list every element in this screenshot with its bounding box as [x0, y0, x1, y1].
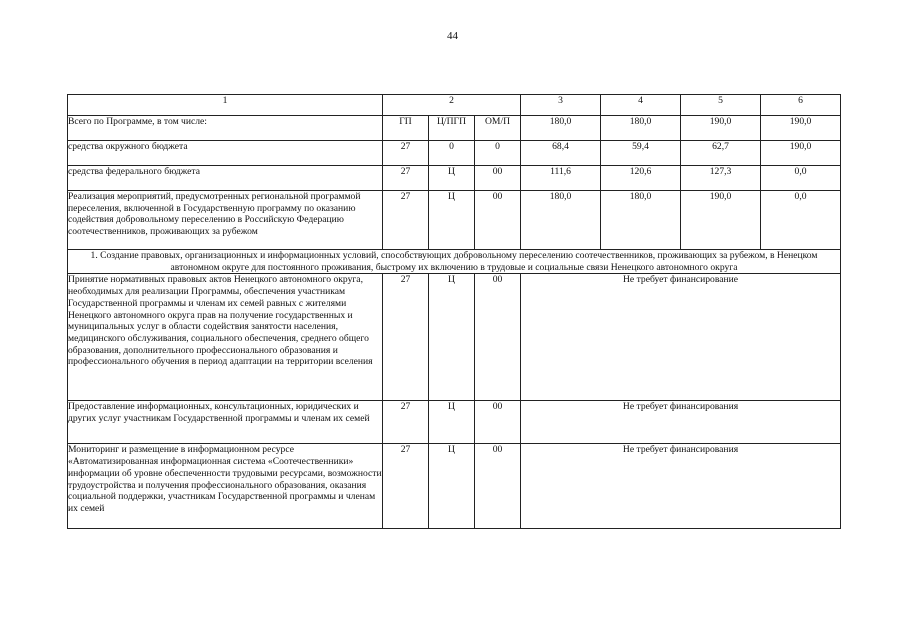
- activity-omp: 00: [475, 401, 521, 444]
- activity-gp: 27: [383, 274, 429, 401]
- activity-funding: Не требует финансирования: [521, 401, 841, 444]
- activity-row: [68, 401, 841, 444]
- row-value-6: 190,0: [761, 116, 841, 141]
- row-value-3: 68,4: [521, 141, 601, 166]
- activity-row: [68, 274, 841, 401]
- row-value-3: 180,0: [521, 116, 601, 141]
- row-omp: 0: [475, 141, 521, 166]
- row-gp: 27: [383, 191, 429, 250]
- section-title: 1. Создание правовых, организационных и информационных условий, способствующих добровольному переселению соотечественников, проживающих за рубежом, в Ненецком автономном округе для постоянного проживания, быстрому их включению в трудовые и социальные связи Ненецкого автономного округа: [68, 250, 841, 274]
- row-value-4: 59,4: [601, 141, 681, 166]
- activity-cgp: Ц: [429, 274, 475, 401]
- program-table: [67, 94, 841, 529]
- row-omp: ОМ/П: [475, 116, 521, 141]
- row-cgp: Ц/ПГП: [429, 116, 475, 141]
- row-name: средства окружного бюджета: [68, 141, 383, 166]
- activity-gp: 27: [383, 444, 429, 529]
- row-gp: 27: [383, 141, 429, 166]
- row-value-4: 120,6: [601, 166, 681, 191]
- header-col-5: 5: [681, 95, 761, 116]
- activity-cgp: Ц: [429, 444, 475, 529]
- table-row: [68, 166, 841, 191]
- row-cgp: 0: [429, 141, 475, 166]
- row-gp: ГП: [383, 116, 429, 141]
- row-omp: 00: [475, 166, 521, 191]
- table-row: [68, 191, 841, 250]
- section-row: [68, 250, 841, 274]
- row-cgp: Ц: [429, 166, 475, 191]
- row-value-6: 190,0: [761, 141, 841, 166]
- row-name: средства федерального бюджета: [68, 166, 383, 191]
- row-value-3: 111,6: [521, 166, 601, 191]
- table-row: [68, 116, 841, 141]
- row-value-3: 180,0: [521, 191, 601, 250]
- row-value-6: 0,0: [761, 191, 841, 250]
- header-col-2: 2: [383, 95, 521, 116]
- row-name: Реализация мероприятий, предусмотренных региональной программой переселения, включенной в Государственную программу по оказанию содействия добровольному переселению в Российскую Федерацию соотечественников, проживающих за рубежом: [68, 191, 383, 250]
- row-gp: 27: [383, 166, 429, 191]
- activity-omp: 00: [475, 274, 521, 401]
- activity-name: Мониторинг и размещение в информационном ресурсе «Автоматизированная информационная система «Соотечественники» информации об уровне обеспеченности трудовыми ресурсами, возможности трудоустройства и получения профессионального образования, оказания социальной поддержки, участникам Государственной программы и членам их семей: [68, 444, 383, 529]
- row-value-5: 62,7: [681, 141, 761, 166]
- header-col-4: 4: [601, 95, 681, 116]
- row-value-4: 180,0: [601, 191, 681, 250]
- activity-gp: 27: [383, 401, 429, 444]
- row-value-5: 190,0: [681, 116, 761, 141]
- row-value-4: 180,0: [601, 116, 681, 141]
- activity-omp: 00: [475, 444, 521, 529]
- row-value-6: 0,0: [761, 166, 841, 191]
- row-cgp: Ц: [429, 191, 475, 250]
- page-number: 44: [447, 30, 458, 42]
- table-row: [68, 141, 841, 166]
- row-value-5: 190,0: [681, 191, 761, 250]
- header-col-3: 3: [521, 95, 601, 116]
- activity-name: Принятие нормативных правовых актов Ненецкого автономного округа, необходимых для реализации Программы, обеспечения участникам Государственной программы и членам их семей равных с жителями Ненецкого автономного округа прав на получение государственных и муниципальных услуг в области содействия занятости населения, медицинского обслуживания, социального обеспечения, среднего общего образования, дополнительного профессионального образования и профессионального обучения в период адаптации на территории вселения: [68, 274, 383, 401]
- row-omp: 00: [475, 191, 521, 250]
- activity-name: Предоставление информационных, консультационных, юридических и других услуг участникам Государственной программы и членам их семей: [68, 401, 383, 444]
- activity-row: [68, 444, 841, 529]
- row-value-5: 127,3: [681, 166, 761, 191]
- activity-funding: Не требует финансирование: [521, 274, 841, 401]
- activity-funding: Не требует финансирования: [521, 444, 841, 529]
- header-col-6: 6: [761, 95, 841, 116]
- table-header-row: [68, 95, 841, 116]
- activity-cgp: Ц: [429, 401, 475, 444]
- row-name: Всего по Программе, в том числе:: [68, 116, 383, 141]
- header-col-1: 1: [68, 95, 383, 116]
